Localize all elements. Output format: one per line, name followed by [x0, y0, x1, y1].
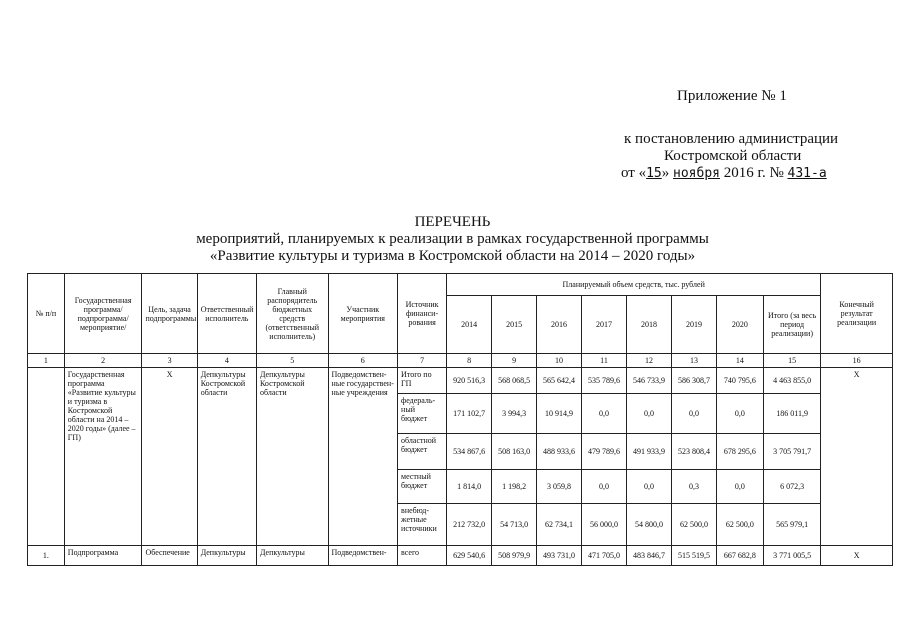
gp-program: Государственная программа «Развитие культуры и туризма в Костромской области на 2014 – 2020 годы» (далее – ГП) — [64, 368, 142, 546]
sub1-manager: Депкультуры — [256, 546, 328, 566]
source-cell: внебюд-жетные источники — [398, 504, 447, 546]
header-participant: Участник мероприятия — [328, 274, 398, 354]
value-cell: 740 795,6 — [716, 368, 763, 394]
date-prefix: от « — [621, 165, 647, 181]
value-cell: 483 846,7 — [626, 546, 671, 566]
date-day: 15 — [646, 166, 662, 181]
column-number: 7 — [398, 354, 447, 368]
header-num: № п/п — [28, 274, 65, 354]
value-cell: 171 102,7 — [447, 394, 492, 434]
header-responsible: Ответственный исполнитель — [197, 274, 256, 354]
document-subtitle-1: мероприятий, планируемых к реализации в рамках государственной программы — [196, 231, 709, 247]
header-year: 2015 — [492, 296, 537, 354]
date-mid: » — [661, 165, 670, 181]
gp-result: X — [821, 368, 893, 546]
sub1-num: 1. — [28, 546, 65, 566]
header-year: 2016 — [537, 296, 582, 354]
header-year: 2020 — [716, 296, 763, 354]
value-cell: 920 516,3 — [447, 368, 492, 394]
value-cell: 10 914,9 — [537, 394, 582, 434]
header-source: Источник финанси-рования — [398, 274, 447, 354]
value-cell: 565 642,4 — [537, 368, 582, 394]
value-cell: 493 731,0 — [537, 546, 582, 566]
total-cell: 6 072,3 — [763, 470, 820, 504]
activities-table — [27, 273, 893, 566]
sub1-program: Подпрограмма — [64, 546, 142, 566]
value-cell: 534 867,6 — [447, 434, 492, 470]
value-cell: 0,0 — [671, 394, 716, 434]
value-cell: 62 500,0 — [716, 504, 763, 546]
column-number: 16 — [821, 354, 893, 368]
value-cell: 508 979,9 — [492, 546, 537, 566]
source-cell: местный бюджет — [398, 470, 447, 504]
decree-number: 431-а — [787, 166, 827, 181]
sub1-result: X — [821, 546, 893, 566]
value-cell: 0,0 — [582, 470, 627, 504]
source-cell: Итого по ГП — [398, 368, 447, 394]
total-cell: 4 463 855,0 — [763, 368, 820, 394]
total-cell: 3 771 005,5 — [763, 546, 820, 566]
table-row — [28, 546, 893, 566]
value-cell: 0,0 — [582, 394, 627, 434]
header-year: 2019 — [671, 296, 716, 354]
total-cell: 565 979,1 — [763, 504, 820, 546]
sub1-responsible: Депкультуры — [197, 546, 256, 566]
total-cell: 3 705 791,7 — [763, 434, 820, 470]
gp-num — [28, 368, 65, 546]
value-cell: 1 814,0 — [447, 470, 492, 504]
column-number: 1 — [28, 354, 65, 368]
value-cell: 0,0 — [626, 470, 671, 504]
value-cell: 586 308,7 — [671, 368, 716, 394]
document-title: ПЕРЕЧЕНЬ — [414, 214, 491, 230]
value-cell: 3 059,8 — [537, 470, 582, 504]
column-number: 3 — [142, 354, 197, 368]
value-cell: 0,0 — [716, 470, 763, 504]
date-year: 2016 г. № — [723, 165, 784, 181]
column-number: 14 — [716, 354, 763, 368]
value-cell: 535 789,6 — [582, 368, 627, 394]
value-cell: 471 705,0 — [582, 546, 627, 566]
column-number: 4 — [197, 354, 256, 368]
value-cell: 479 789,6 — [582, 434, 627, 470]
value-cell: 523 808,4 — [671, 434, 716, 470]
gp-responsible: Депкультуры Костромской области — [197, 368, 256, 546]
source-cell: всего — [398, 546, 447, 566]
column-number: 12 — [626, 354, 671, 368]
value-cell: 3 994,3 — [492, 394, 537, 434]
value-cell: 0,0 — [626, 394, 671, 434]
value-cell: 212 732,0 — [447, 504, 492, 546]
value-cell: 629 540,6 — [447, 546, 492, 566]
sub1-goal: Обеспечение — [142, 546, 197, 566]
header-total: Итого (за весь период реализации) — [763, 296, 820, 354]
column-number: 10 — [537, 354, 582, 368]
column-number: 5 — [256, 354, 328, 368]
header-program: Государственная программа/ подпрограмма/ мероприятие/ — [64, 274, 142, 354]
table-row — [28, 368, 893, 394]
decree-line-1: к постановлению администрации — [624, 131, 839, 147]
source-cell: областной бюджет — [398, 434, 447, 470]
column-number: 2 — [64, 354, 142, 368]
value-cell: 546 733,9 — [626, 368, 671, 394]
value-cell: 62 500,0 — [671, 504, 716, 546]
value-cell: 54 800,0 — [626, 504, 671, 546]
value-cell: 0,3 — [671, 470, 716, 504]
value-cell: 678 295,6 — [716, 434, 763, 470]
value-cell: 491 933,9 — [626, 434, 671, 470]
sub1-participant: Подведомствен- — [328, 546, 398, 566]
header-year: 2017 — [582, 296, 627, 354]
total-cell: 186 011,9 — [763, 394, 820, 434]
column-number: 15 — [763, 354, 820, 368]
header-result: Конечный результат реализации — [821, 274, 893, 354]
header-year: 2014 — [447, 296, 492, 354]
source-cell: федераль-ный бюджет — [398, 394, 447, 434]
date-month: ноября — [673, 166, 720, 181]
column-number: 13 — [671, 354, 716, 368]
gp-goal: X — [142, 368, 197, 546]
column-number: 9 — [492, 354, 537, 368]
column-number: 11 — [582, 354, 627, 368]
value-cell: 1 198,2 — [492, 470, 537, 504]
header-year: 2018 — [626, 296, 671, 354]
value-cell: 515 519,5 — [671, 546, 716, 566]
header-goal: Цель, задача подпрограммы — [142, 274, 197, 354]
value-cell: 62 734,1 — [537, 504, 582, 546]
gp-participant: Подведомствен-ные государствен-ные учреждения — [328, 368, 398, 546]
decree-date-line — [621, 165, 827, 182]
value-cell: 56 000,0 — [582, 504, 627, 546]
appendix-title: Приложение № 1 — [677, 88, 787, 104]
value-cell: 0,0 — [716, 394, 763, 434]
decree-line-2: Костромской области — [664, 148, 802, 164]
column-number: 8 — [447, 354, 492, 368]
document-subtitle-2: «Развитие культуры и туризма в Костромской области на 2014 – 2020 годы» — [209, 248, 696, 264]
gp-manager: Депкультуры Костромской области — [256, 368, 328, 546]
value-cell: 568 068,5 — [492, 368, 537, 394]
value-cell: 667 682,8 — [716, 546, 763, 566]
header-manager: Главный распорядитель бюджетных средств (ответственный исполнитель) — [256, 274, 328, 354]
value-cell: 54 713,0 — [492, 504, 537, 546]
value-cell: 508 163,0 — [492, 434, 537, 470]
column-number: 6 — [328, 354, 398, 368]
value-cell: 488 933,6 — [537, 434, 582, 470]
header-planned: Планируемый объем средств, тыс. рублей — [447, 274, 821, 296]
